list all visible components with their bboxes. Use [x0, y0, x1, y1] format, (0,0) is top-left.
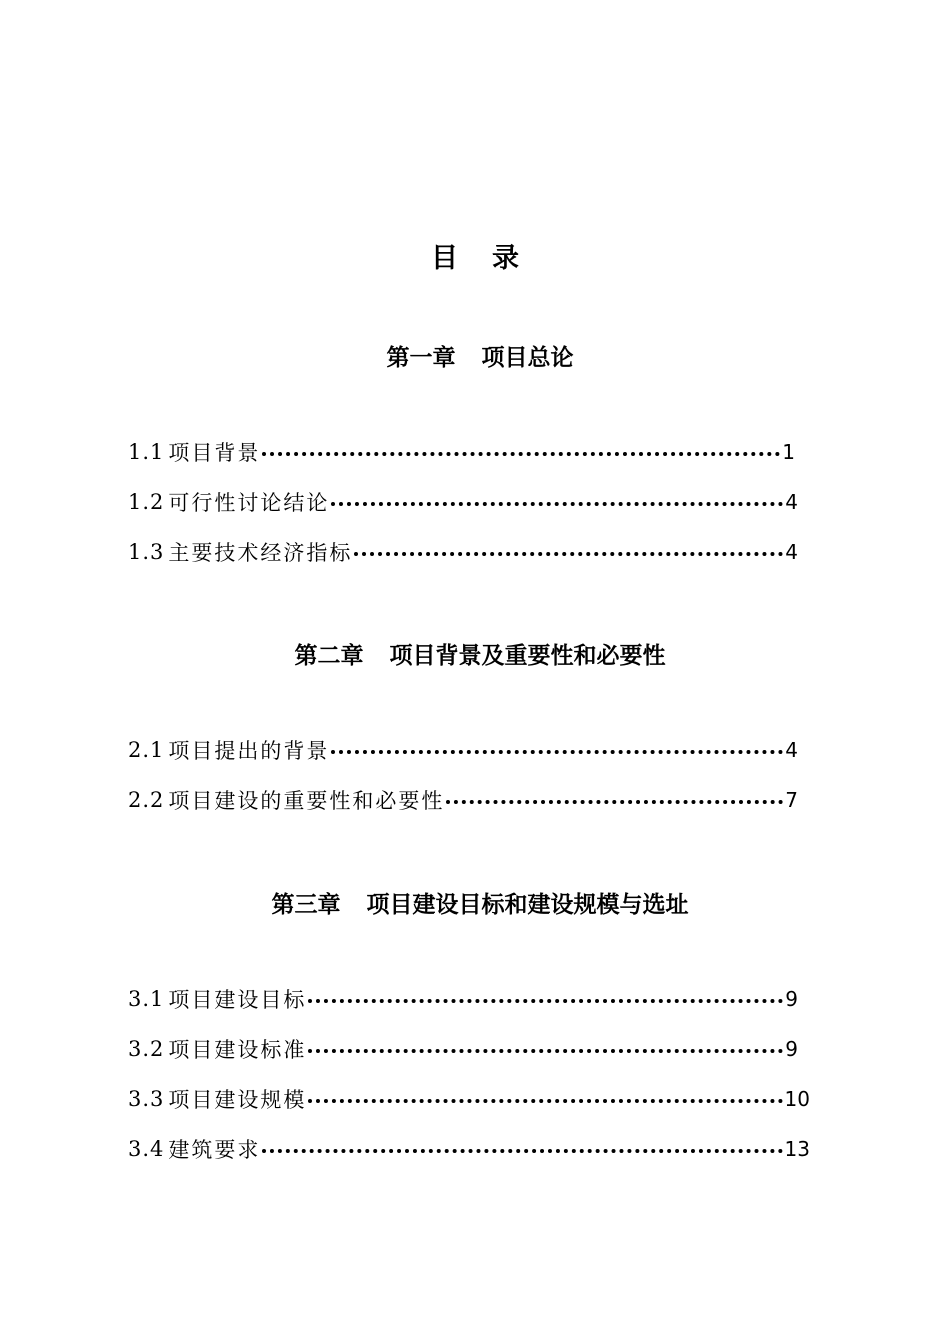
toc-entry-number: 3.2 [128, 1037, 165, 1061]
chapter-label: 第三章 [271, 892, 341, 918]
toc-entry-title: 项目建设目标 [168, 988, 307, 1012]
dot-leader [331, 502, 783, 506]
dot-leader [354, 552, 783, 556]
dot-leader [262, 452, 780, 456]
chapter-name: 项目总论 [481, 345, 574, 371]
toc-entry-page: 10 [784, 1087, 810, 1111]
toc-entry-number: 1.2 [128, 490, 165, 514]
toc-entry-number: 3.1 [128, 987, 165, 1011]
toc-entry-title: 可行性讨论结论 [168, 491, 330, 515]
toc-entry-number: 2.1 [128, 738, 165, 762]
toc-entry-page: 1 [782, 440, 795, 464]
dot-leader [308, 1049, 783, 1053]
chapter-heading-2 [0, 637, 950, 670]
toc-entry-number: 1.3 [128, 540, 165, 564]
toc-entry-page: 13 [784, 1137, 810, 1161]
toc-entry-2-2[interactable] [128, 785, 798, 815]
dot-leader [331, 750, 783, 754]
toc-entry-title: 项目建设规模 [168, 1088, 307, 1112]
chapter-name: 项目建设目标和建设规模与选址 [366, 892, 689, 918]
page-title [0, 236, 950, 275]
toc-entry-title: 项目建设的重要性和必要性 [168, 789, 445, 813]
chapter-heading-3 [0, 886, 950, 919]
chapter-label: 第二章 [294, 643, 364, 669]
toc-entry-number: 3.4 [128, 1137, 165, 1161]
dot-leader [446, 800, 783, 804]
toc-entry-1-3[interactable] [128, 537, 798, 567]
toc-entry-3-1[interactable] [128, 984, 798, 1014]
chapter-heading-1 [0, 339, 950, 372]
toc-entry-3-3[interactable] [128, 1084, 810, 1114]
chapter-name: 项目背景及重要性和必要性 [389, 643, 666, 669]
toc-entry-page: 9 [785, 987, 798, 1011]
toc-entry-page: 4 [785, 540, 798, 564]
chapter-label: 第一章 [386, 345, 456, 371]
toc-entry-3-4[interactable] [128, 1134, 810, 1164]
toc-entry-title: 项目建设标准 [168, 1038, 307, 1062]
toc-entry-page: 7 [785, 788, 798, 812]
toc-entry-title: 项目提出的背景 [168, 739, 330, 763]
toc-entry-3-2[interactable] [128, 1034, 798, 1064]
toc-entry-1-1[interactable] [128, 437, 795, 467]
toc-entry-title: 项目背景 [168, 441, 261, 465]
toc-entry-page: 4 [785, 738, 798, 762]
dot-leader [308, 1099, 782, 1103]
page-title-char-2: 录 [492, 243, 519, 274]
toc-entry-title: 主要技术经济指标 [168, 541, 353, 565]
toc-entry-page: 9 [785, 1037, 798, 1061]
dot-leader [262, 1149, 782, 1153]
toc-entry-number: 3.3 [128, 1087, 165, 1111]
toc-entry-page: 4 [785, 490, 798, 514]
page-title-char-1: 目 [431, 243, 458, 274]
toc-entry-title: 建筑要求 [168, 1138, 261, 1162]
toc-entry-number: 2.2 [128, 788, 165, 812]
dot-leader [308, 999, 783, 1003]
toc-entry-2-1[interactable] [128, 735, 798, 765]
toc-entry-1-2[interactable] [128, 487, 798, 517]
toc-entry-number: 1.1 [128, 440, 165, 464]
